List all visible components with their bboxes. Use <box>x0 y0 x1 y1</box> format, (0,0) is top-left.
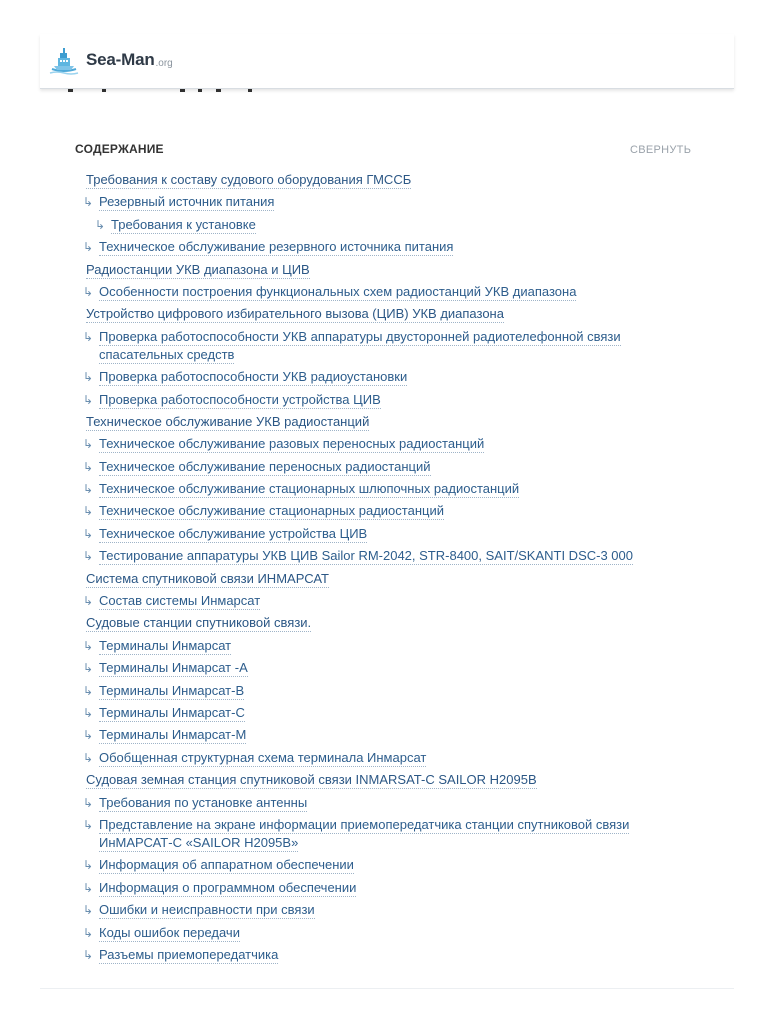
subitem-arrow-icon: ↳ <box>83 705 94 720</box>
toc-item <box>83 794 706 812</box>
toc-item <box>83 856 706 874</box>
subitem-arrow-icon: ↳ <box>83 795 94 810</box>
toc-item <box>83 480 706 498</box>
subitem-arrow-icon: ↳ <box>83 594 94 609</box>
toc-link[interactable]: Требования к установке <box>111 216 256 232</box>
toc-link[interactable]: Проверка работоспособности устройства ЦИВ <box>99 391 381 407</box>
toc-item <box>83 682 706 700</box>
subitem-arrow-icon: ↳ <box>83 526 94 541</box>
subitem-arrow-icon: ↳ <box>83 240 94 255</box>
toc-link[interactable]: Требования по установке антенны <box>99 794 308 810</box>
subitem-arrow-icon: ↳ <box>83 638 94 653</box>
toc-item <box>83 525 706 543</box>
toc-link[interactable]: Тестирование аппаратуры УКВ ЦИВ Sailor RM-2042, STR-8400, SAIT/SKANTI DSC-3 000 <box>99 548 633 564</box>
subitem-arrow-icon: ↳ <box>95 217 106 232</box>
toc-item <box>83 238 706 256</box>
subitem-arrow-icon: ↳ <box>83 195 94 210</box>
toc-link[interactable]: Информация о программном обеспечении <box>99 879 357 895</box>
toc-title: СОДЕРЖАНИЕ <box>75 142 164 156</box>
toc-collapse-button[interactable]: СВЕРНУТЬ <box>630 144 692 156</box>
toc-item <box>86 771 706 789</box>
subitem-arrow-icon: ↳ <box>83 683 94 698</box>
divider <box>40 988 734 989</box>
toc-item <box>86 413 706 431</box>
toc-item <box>83 704 706 722</box>
subitem-arrow-icon: ↳ <box>83 284 94 299</box>
toc-link[interactable]: Особенности построения функциональных схем радиостанций УКВ диапазона <box>99 283 577 299</box>
toc-link[interactable]: Разъемы приемопередатчика <box>99 946 279 962</box>
toc-link[interactable]: Терминалы Инмарсат-В <box>99 682 245 698</box>
toc-item <box>83 502 706 520</box>
toc-link[interactable]: Система спутниковой связи ИНМАРСАТ <box>86 570 329 586</box>
subitem-arrow-icon: ↳ <box>83 947 94 962</box>
subitem-arrow-icon: ↳ <box>83 549 94 564</box>
toc-link[interactable]: Ошибки и неисправности при связи <box>99 902 315 918</box>
subitem-arrow-icon: ↳ <box>83 504 94 519</box>
toc-item <box>86 570 706 588</box>
toc-item <box>86 305 706 323</box>
toc-item <box>86 614 706 632</box>
toc-link[interactable]: Информация об аппаратном обеспечении <box>99 857 354 873</box>
toc-list <box>83 171 706 968</box>
toc-link[interactable]: Терминалы Инмарсат -А <box>99 660 248 676</box>
toc-link[interactable]: Техническое обслуживание резервного источника питания <box>99 239 454 255</box>
toc-item <box>83 659 706 677</box>
subitem-arrow-icon: ↳ <box>83 750 94 765</box>
toc-link[interactable]: Резервный источник питания <box>99 194 275 210</box>
toc-link[interactable]: Судовая земная станция спутниковой связи INMARSAT-C SAILOR H2095B <box>86 772 537 788</box>
toc-item <box>86 171 706 189</box>
toc-item <box>83 726 706 744</box>
subitem-arrow-icon: ↳ <box>83 925 94 940</box>
toc-item <box>83 328 706 364</box>
subitem-arrow-icon: ↳ <box>83 903 94 918</box>
toc-link[interactable]: Терминалы Инмарсат <box>99 637 232 653</box>
toc-link[interactable]: Состав системы Инмарсат <box>99 593 261 609</box>
toc-item <box>86 216 706 234</box>
toc-item <box>83 391 706 409</box>
subitem-arrow-icon: ↳ <box>83 437 94 452</box>
toc-item <box>83 435 706 453</box>
subitem-arrow-icon: ↳ <box>83 817 94 832</box>
subitem-arrow-icon: ↳ <box>83 858 94 873</box>
toc-link[interactable]: Проверка работоспособности УКВ радиоустановки <box>99 369 408 385</box>
logo-name: Sea-Man <box>86 50 155 69</box>
site-header <box>40 34 734 89</box>
toc-item <box>83 547 706 565</box>
toc-link[interactable]: Представление на экране информации приемопередатчика станции спутниковой связи ИнМАРСАТ-С «SAILOR H2095B» <box>99 816 630 850</box>
toc-link[interactable]: Техническое обслуживание переносных радиостанций <box>99 458 431 474</box>
toc-item <box>83 749 706 767</box>
toc-link[interactable]: Коды ошибок передачи <box>99 924 240 940</box>
toc-link[interactable]: Техническое обслуживание стационарных шлюпочных радиостанций <box>99 481 520 497</box>
toc-item <box>83 924 706 942</box>
toc-link[interactable]: Техническое обслуживание УКВ радиостанций <box>86 413 370 429</box>
ship-logo-icon <box>48 44 80 76</box>
toc-link[interactable]: Терминалы Инмарсат-С <box>99 704 245 720</box>
subitem-arrow-icon: ↳ <box>83 459 94 474</box>
toc-link[interactable]: Терминалы Инмарсат-М <box>99 727 247 743</box>
subitem-arrow-icon: ↳ <box>83 392 94 407</box>
toc-link[interactable]: Радиостанции УКВ диапазона и ЦИВ <box>86 261 310 277</box>
subitem-arrow-icon: ↳ <box>83 329 94 344</box>
subitem-arrow-icon: ↳ <box>83 728 94 743</box>
toc-link[interactable]: Проверка работоспособности УКВ аппаратуры двусторонней радиотелефонной связи спасательных средств <box>99 328 621 362</box>
subitem-arrow-icon: ↳ <box>83 482 94 497</box>
toc-item <box>83 283 706 301</box>
toc-item <box>83 368 706 386</box>
logo-tld: .org <box>155 57 173 69</box>
toc-item <box>83 816 706 852</box>
toc-link[interactable]: Устройство цифрового избирательного вызова (ЦИВ) УКВ диапазона <box>86 306 504 322</box>
toc-link[interactable]: Техническое обслуживание разовых переносных радиостанций <box>99 436 485 452</box>
subitem-arrow-icon: ↳ <box>83 661 94 676</box>
toc-link[interactable]: Техническое обслуживание стационарных радиостанций <box>99 503 444 519</box>
site-logo[interactable] <box>48 44 173 76</box>
toc-link[interactable]: Техническое обслуживание устройства ЦИВ <box>99 525 368 541</box>
toc-link[interactable]: Обобщенная структурная схема терминала Инмарсат <box>99 749 427 765</box>
toc-item <box>83 901 706 919</box>
toc-item <box>83 193 706 211</box>
toc-item <box>83 946 706 964</box>
toc-link[interactable]: Требования к составу судового оборудования ГМССБ <box>86 172 412 187</box>
toc-item <box>83 637 706 655</box>
toc-item <box>83 592 706 610</box>
toc-item <box>83 879 706 897</box>
toc-link[interactable]: Судовые станции спутниковой связи. <box>86 615 312 631</box>
subitem-arrow-icon: ↳ <box>83 880 94 895</box>
toc-item <box>86 261 706 279</box>
toc-item <box>83 458 706 476</box>
subitem-arrow-icon: ↳ <box>83 370 94 385</box>
